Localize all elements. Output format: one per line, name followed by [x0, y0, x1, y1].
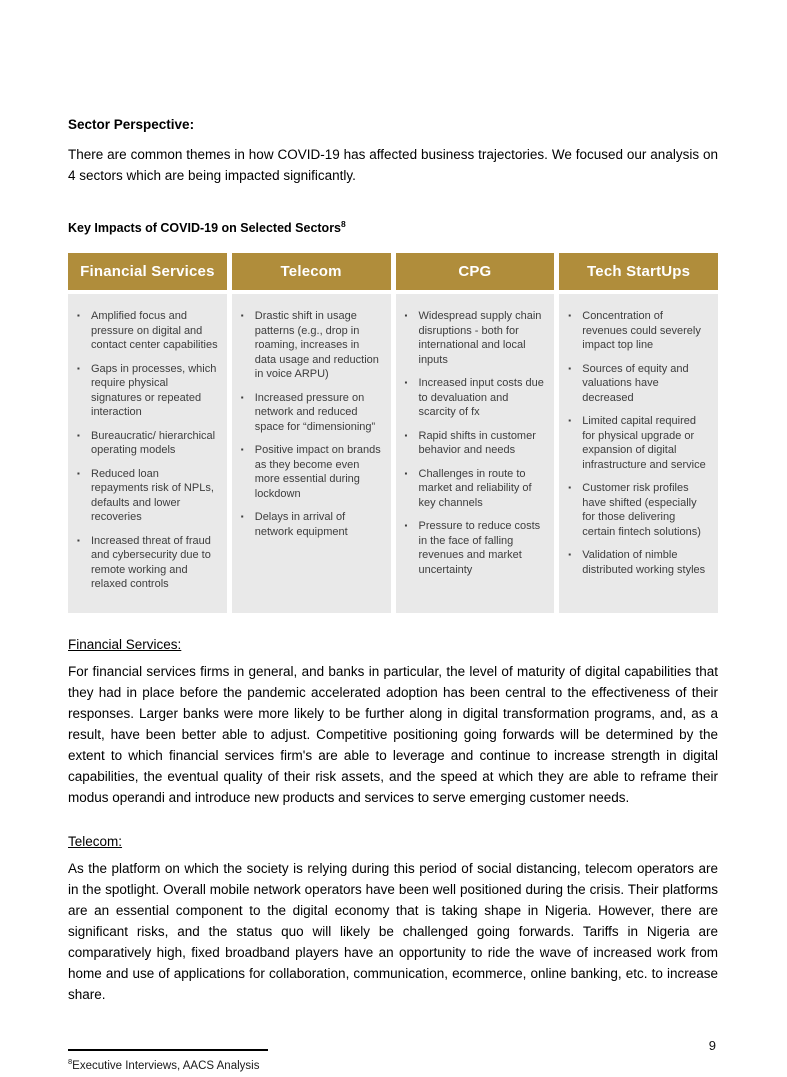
bullet-item: ▪ Limited capital required for physical upgrade or expansion of digital infrastructure and service	[565, 414, 710, 472]
table-column-tech-startups	[559, 253, 718, 613]
bullet-list	[74, 309, 219, 592]
column-body-cpg	[396, 294, 555, 613]
bullet-item: ▪ Widespread supply chain disruptions - both for international and local inputs	[402, 309, 547, 367]
bullet-item: ▪ Reduced loan repayments risk of NPLs, defaults and lower recoveries	[74, 467, 219, 525]
bullet-item: ▪ Increased pressure on network and reduced space for “dimensioning”	[238, 391, 383, 435]
bullet-list	[402, 309, 547, 577]
bullet-item: ▪ Challenges in route to market and reliability of key channels	[402, 467, 547, 511]
telecom-paragraph: As the platform on which the society is relying during this period of social distancing, telecom operators are in the spotlight. Overall mobile network operators have been well positioned during the crisis. Their platforms are an essential component to the digital economy that is taking shape in Nigeria. However, there are significant risks, and the status quo will likely be challenged going forwards. Tariffs in Nigeria are comparatively high, fixed broadband players have an opportunity to ride the wave of increased work from home and use of applications for collaboration, communication, ecommerce, online banking, etc. to increase share.	[68, 860, 718, 1002]
table-title	[68, 219, 718, 235]
column-body-tech-startups	[559, 294, 718, 613]
bullet-list	[565, 309, 710, 577]
footnote-source-text: Executive Interviews, AACS Analysis	[72, 1059, 260, 1072]
column-body-telecom	[232, 294, 391, 613]
bullet-item: ▪ Pressure to reduce costs in the face of falling revenues and market uncertainty	[402, 519, 547, 577]
footnote	[68, 1049, 718, 1072]
column-header-cpg: CPG	[396, 253, 555, 290]
bullet-item: ▪ Bureaucratic/ hierarchical operating models	[74, 429, 219, 458]
telecom-heading: Telecom:	[68, 833, 123, 849]
bullet-item: ▪ Amplified focus and pressure on digital and contact center capabilities	[74, 309, 219, 353]
bullet-item: ▪ Increased threat of fraud and cybersecurity due to remote working and relaxed controls	[74, 534, 219, 592]
page-number: 9	[708, 1038, 716, 1053]
bullet-item: ▪ Delays in arrival of network equipment	[238, 510, 383, 539]
bullet-item: ▪ Drastic shift in usage patterns (e.g., drop in roaming, increases in data usage and reduction in voice ARPU)	[238, 309, 383, 382]
column-header-financial-services: Financial Services	[68, 253, 227, 290]
footnote-divider	[68, 1049, 268, 1051]
column-body-financial-services	[68, 294, 227, 613]
footnote-marker: 8	[68, 1056, 73, 1066]
column-header-telecom: Telecom	[232, 253, 391, 290]
table-title-footnote-marker: 8	[341, 219, 346, 229]
financial-services-heading: Financial Services:	[68, 636, 182, 652]
bullet-item: ▪ Gaps in processes, which require physical signatures or repeated interaction	[74, 362, 219, 420]
bullet-item: ▪ Positive impact on brands as they become even more essential during lockdown	[238, 443, 383, 501]
bullet-item: ▪ Customer risk profiles have shifted (especially for those delivering certain fintech solutions)	[565, 481, 710, 539]
intro-paragraph: There are common themes in how COVID-19 has affected business trajectories. We focused our analysis on 4 sectors which are being impacted significantly.	[68, 147, 718, 183]
footnote-text	[68, 1057, 718, 1072]
sector-impacts-table	[68, 253, 718, 613]
bullet-item: ▪ Concentration of revenues could severely impact top line	[565, 309, 710, 353]
bullet-item: ▪ Rapid shifts in customer behavior and needs	[402, 429, 547, 458]
sector-perspective-heading: Sector Perspective:	[68, 117, 195, 132]
table-column-cpg	[396, 253, 555, 613]
bullet-item: ▪ Sources of equity and valuations have decreased	[565, 362, 710, 406]
financial-services-paragraph: For financial services firms in general, and banks in particular, the level of maturity of digital capabilities that they had in place before the pandemic accelerated adoption has been central to the effectiveness of their responses. Larger banks were more likely to be further along in digital transformation programs, and, as a result, have been better able to adjust. Competitive positioning going forwards will be determined by the extent to which financial services firm's are able to leverage and continue to increase strength in digital capabilities, the eventual quality of their risk assets, and the speed at which they are able to reframe their modus operandi and introduce new products and services to serve emerging customer needs.	[68, 663, 718, 805]
bullet-list	[238, 309, 383, 539]
page-content	[68, 117, 718, 1071]
table-title-text: Key Impacts of COVID-19 on Selected Sectors	[68, 221, 342, 236]
column-header-tech-startups: Tech StartUps	[559, 253, 718, 290]
table-column-financial-services	[68, 253, 227, 613]
bullet-item: ▪ Validation of nimble distributed working styles	[565, 548, 710, 577]
bullet-item: ▪ Increased input costs due to devaluation and scarcity of fx	[402, 376, 547, 420]
table-column-telecom	[232, 253, 391, 613]
